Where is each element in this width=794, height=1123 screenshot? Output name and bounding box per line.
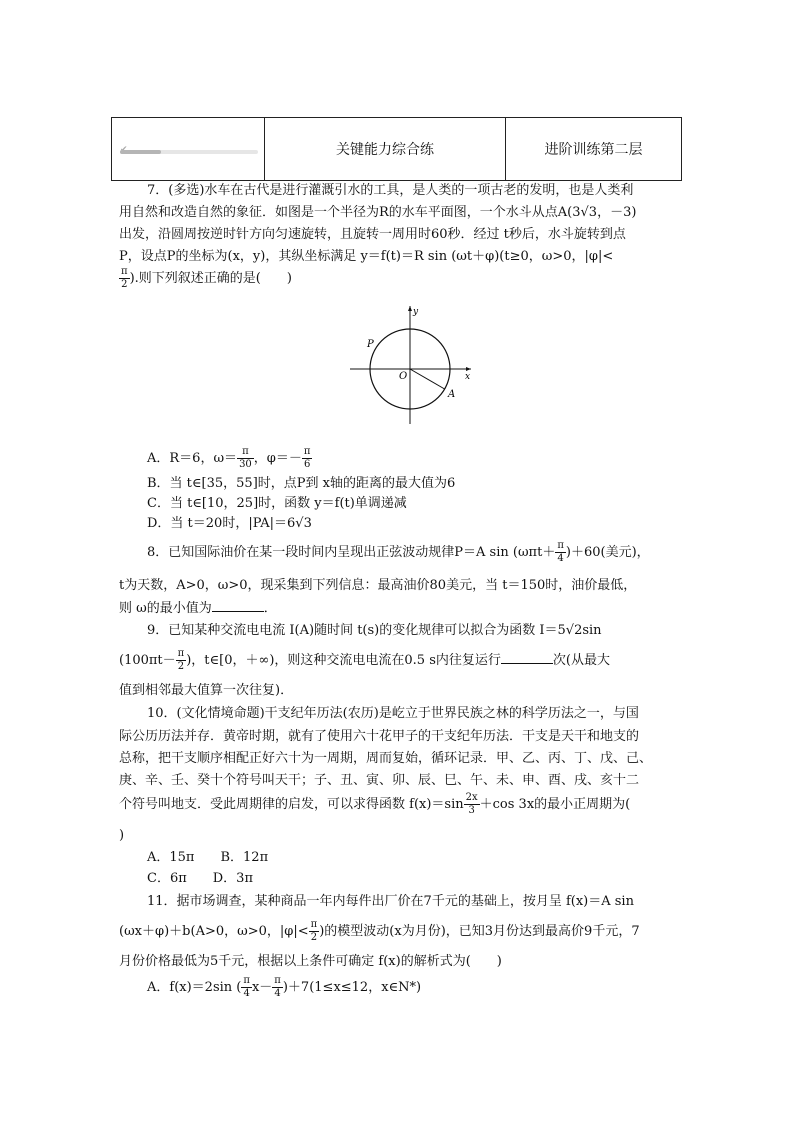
q8-answer-blank[interactable] [212, 599, 264, 612]
q11-line1: 11．据市场调查，某种商品一年内每件出厂价在7千元的基础上，按月呈 f(x)＝A sin [147, 894, 634, 909]
radius-oa [410, 369, 445, 389]
q7-option-c: C．当 t∈[10，25]时，函数 y＝f(t)单调递减 [147, 496, 407, 511]
label-a: A [448, 389, 456, 400]
q7-line5: $\frac{\pi}{2}$ ).则下列叙述正确的是( ) [121, 266, 292, 290]
q10-line2: 际公历历法并存．黄帝时期，就有了使用六十花甲子的干支纪年历法．干支是天干和地支的 [119, 729, 640, 744]
progress-bar [120, 150, 258, 154]
q7-option-d: D．当 t＝20时，|PA|＝6√3 [147, 516, 312, 531]
header-level: 进阶训练第二层 [544, 142, 643, 158]
q10-options-ab: A．15π B．12π [147, 850, 269, 865]
q9-answer-blank[interactable] [501, 651, 553, 664]
q7-line4: P，设点P的坐标为(x，y)，其纵坐标满足 y＝f(t)＝R sin (ωt＋φ)(t≥0，ω>0，|φ|< [119, 249, 614, 264]
q8-line1: 8．已知国际油价在某一段时间内呈现出正弦波动规律P＝A sin (ωπt＋ $\frac{\pi}{4}$ )＋60(美元)， [147, 540, 650, 564]
label-o: O [399, 371, 408, 382]
q7-option-b: B．当 t∈[35，55]时，点P到 x轴的距离的最大值为6 [147, 476, 456, 491]
q7-fraction: $\frac{\pi}{2}$ [121, 266, 128, 290]
q7-line1: 7．(多选)水车在古代是进行灌溉引水的工具，是人类的一项古老的发明，也是人类利 [147, 183, 634, 198]
water-wheel-figure [345, 300, 475, 425]
q10-options-cd: C．6π D．3π [147, 871, 253, 886]
label-y: y [413, 307, 419, 317]
label-p: P [367, 339, 374, 350]
q11-option-a: A．f(x)＝2sin ( $\frac{\pi}{4}$ x－ $\frac{\pi}{4}$ )＋7(1≤x≤12，x∈N*) [147, 975, 422, 999]
q10-line1: 10．(文化情境命题)干支纪年历法(农历)是屹立于世界民族之林的科学历法之一，与国 [147, 706, 639, 721]
q9-line1: 9．已知某种交流电电流 I(A)随时间 t(s)的变化规律可以拟合为函数 I＝5√2sin [147, 623, 602, 638]
q11-line2: (ωx＋φ)＋b(A>0，ω>0，|φ|< $\frac{\pi}{2}$ )的模型波动(x为月份)，已知3月份达到最高价9千元，7 [119, 919, 640, 943]
q10-line4: 庚、辛、壬、癸十个符号叫天干；子、丑、寅、卯、辰、巳、午、未、申、酉、戌、亥十二 [119, 773, 640, 788]
header-title: 关键能力综合练 [265, 118, 506, 180]
q11-line3: 月份价格最低为5千元，根据以上条件可确定 f(x)的解析式为( ) [119, 954, 502, 969]
progress-bar-fill [120, 150, 161, 154]
q9-line2: (100πt－ $\frac{\pi}{2}$ )，t∈[0，＋∞)，则这种交流电电流在0.5 s内往复运行 次(从最大 [119, 648, 610, 672]
q9-line3: 值到相邻最大值算一次往复)． [119, 683, 294, 698]
q7-line3: 出发，沿圆周按逆时针方向匀速旋转，且旋转一周用时60秒．经过 t秒后，水斗旋转到点 [119, 227, 626, 242]
q7-option-a: A．R＝6，ω＝ $\frac{\pi}{30}$ ，φ＝－ $\frac{\pi}{6}$ [147, 446, 311, 470]
header-logo-cell [112, 118, 265, 180]
header-table [111, 117, 682, 181]
q10-line6: ) [119, 828, 125, 843]
y-axis-arrow [408, 306, 412, 311]
q10-line3: 总称，把干支顺序相配正好六十为一周期，周而复始，循环记录．甲、乙、丙、丁、戊、己、 [119, 751, 653, 766]
q10-line5: 个符号叫地支．受此周期律的启发，可以求得函数 f(x)＝sin $\frac{2x}{3}$ ＋cos 3x的最小正周期为( [119, 792, 631, 816]
label-x: x [465, 372, 471, 382]
x-axis-arrow [466, 367, 471, 371]
q7-line2: 用自然和改造自然的象征．如图是一个半径为R的水车平面图，一个水斗从点A(3√3，－3) [119, 205, 637, 220]
q8-line2: t为天数，A>0，ω>0，现采集到下列信息：最高油价80美元，当 t＝150时，油价最低， [119, 578, 637, 593]
q8-line3: 则 ω的最小值为 ． [119, 601, 277, 616]
